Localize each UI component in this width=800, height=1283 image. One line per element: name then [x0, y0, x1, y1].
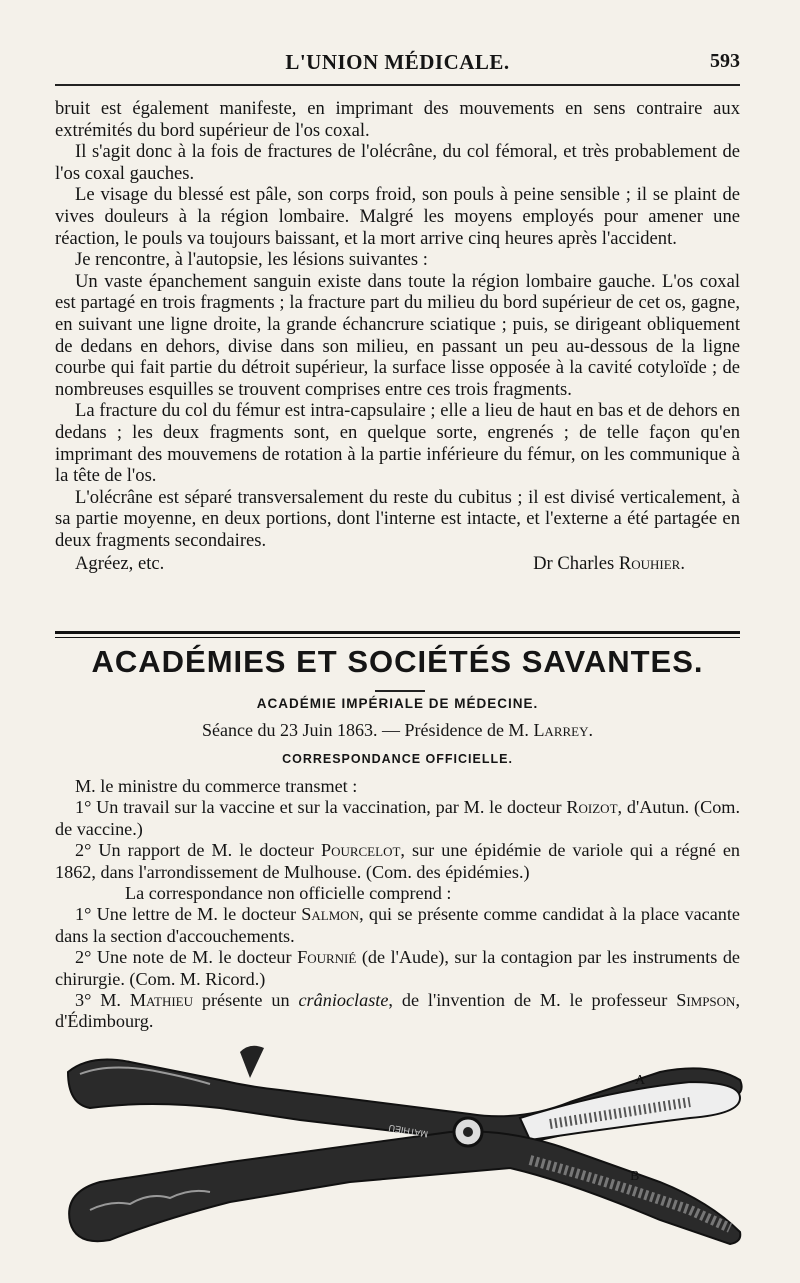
- paragraph: Je rencontre, à l'autopsie, les lésions suivantes :: [75, 249, 428, 271]
- instrument-name: crânioclaste: [298, 990, 389, 1011]
- signature-prefix: Dr Charles: [533, 553, 619, 575]
- item-text: , d'Autun. (Com. de vaccine.): [55, 797, 740, 839]
- seance-text: Séance du 23 Juin 1863. — Présidence de M.: [202, 720, 534, 740]
- header-rule: [55, 84, 740, 86]
- signature: [533, 553, 685, 575]
- signature-line: [55, 553, 740, 575]
- closing: Agréez, etc.: [75, 553, 165, 575]
- page-number: 593: [710, 50, 740, 72]
- nonofficial-intro: La correspondance non officielle comprend :: [125, 883, 452, 904]
- item-text: (de l'Aude), sur la contagion par les instruments de chirurgie. (Com. M. Ricord.): [55, 947, 740, 989]
- pivot-center: [463, 1127, 473, 1137]
- item-text: , sur une épidémie de variole qui a régné en 1862, dans l'arrondissement de Mulhouse. (Com. des épidémies.): [55, 840, 740, 882]
- correspondence-heading: CORRESPONDANCE OFFICIELLE.: [282, 752, 513, 766]
- upper-hook: [240, 1046, 264, 1078]
- maker-mark: MATHIEU: [387, 1122, 429, 1140]
- item-text: , qui se présente comme candidat à la place vacante dans la section d'accouchements.: [55, 904, 741, 946]
- signature-name: Rouhier.: [618, 553, 685, 575]
- paragraph: bruit est également manifeste, en imprimant des mouvements en sens contraire aux extrémités du bord supérieur de l'os coxal.: [55, 98, 740, 141]
- section-heading: ACADÉMIES ET SOCIÉTÉS SAVANTES.: [91, 644, 704, 679]
- item-text: 1° Un travail sur la vaccine et sur la vaccination, par M. le docteur: [75, 797, 567, 818]
- president-name: Larrey.: [533, 720, 593, 740]
- item-text: , d'Édimbourg.: [55, 990, 740, 1032]
- paragraph: L'olécrâne est séparé transversalement du reste du cubitus ; il est divisé verticalement, à sa partie moyenne, en deux portions, dont l'interne est intacte, et l'externe a été partagée en deux fragments secondaires.: [55, 486, 740, 551]
- list-item: [55, 840, 740, 883]
- paragraph: Il s'agit donc à la fois de fractures de l'olécrâne, du col fémoral, et très probablement de l'os coxal gauches.: [55, 141, 740, 184]
- paragraph: Un vaste épanchement sanguin existe dans toute la région lombaire gauche. L'os coxal est partagé en trois fragments ; la fracture part du milieu du bord supérieur de cet os, gagne, en suivant une ligne droite, la grande échancrure sciatique ; puis, se dirigeant obliquement de dedans en dehors, divise dans son milieu, en passant un peu au-dessous de la ligne courbe qui fait partie du détroit supérieur, la surface lisse opposée à la cavité cotyloïde ; de nombreuses esquilles se trouvent comprises entre ces trois fragments.: [55, 270, 740, 400]
- label-a: A: [635, 1073, 646, 1088]
- paragraph: Le visage du blessé est pâle, son corps froid, son pouls à peine sensible ; il se plaint de vives douleurs à la région lombaire. Malgré les moyens employés pour amener une réaction, le pouls va toujours baissant, et la mort arrive cinq heures après l'accident.: [55, 184, 740, 249]
- academy-heading: ACADÉMIE IMPÉRIALE DE MÉDECINE.: [256, 696, 539, 711]
- paragraph: La fracture du col du fémur est intra-capsulaire ; elle a lieu de haut en bas et de dehors en dedans ; les deux fragments sont, en quelque sorte, engrenés ; de telle façon qu'en imprimant des mouvemens de rotation à la partie inférieure du fémur, on les communique à la tête de l'os.: [55, 400, 740, 487]
- doctor-name: Pourcelot: [320, 840, 401, 861]
- cranioclast-illustration: [50, 1032, 750, 1252]
- doctor-name: Roizot: [566, 797, 618, 818]
- article-body: [55, 98, 740, 575]
- doctor-name: Fournié: [297, 947, 357, 968]
- running-title: L'UNION MÉDICALE.: [285, 50, 510, 74]
- running-head: [55, 50, 740, 76]
- doctor-name: Salmon: [301, 904, 360, 925]
- list-item: [55, 904, 740, 947]
- list-item: [55, 990, 740, 1033]
- lower-arm: [69, 1131, 740, 1244]
- short-rule: [375, 690, 425, 692]
- list-item: [55, 947, 740, 990]
- list-item: [55, 797, 740, 840]
- item-text: 3° M.: [75, 990, 130, 1011]
- item-text: , de l'invention de M. le professeur: [388, 990, 677, 1011]
- label-b: B: [630, 1169, 640, 1184]
- doctor-name: Mathieu: [129, 990, 193, 1011]
- item-text: 1° Une lettre de M. le docteur: [75, 904, 302, 925]
- correspondence-intro: M. le ministre du commerce transmet :: [75, 776, 358, 796]
- item-text: 2° Un rapport de M. le docteur: [75, 840, 321, 861]
- item-text: 2° Une note de M. le docteur: [75, 947, 298, 968]
- seance-line: [55, 720, 740, 741]
- section-rule: [55, 631, 740, 638]
- item-text: présente un: [193, 990, 299, 1011]
- correspondence-body: [55, 776, 740, 1033]
- professor-name: Simpson: [676, 990, 736, 1011]
